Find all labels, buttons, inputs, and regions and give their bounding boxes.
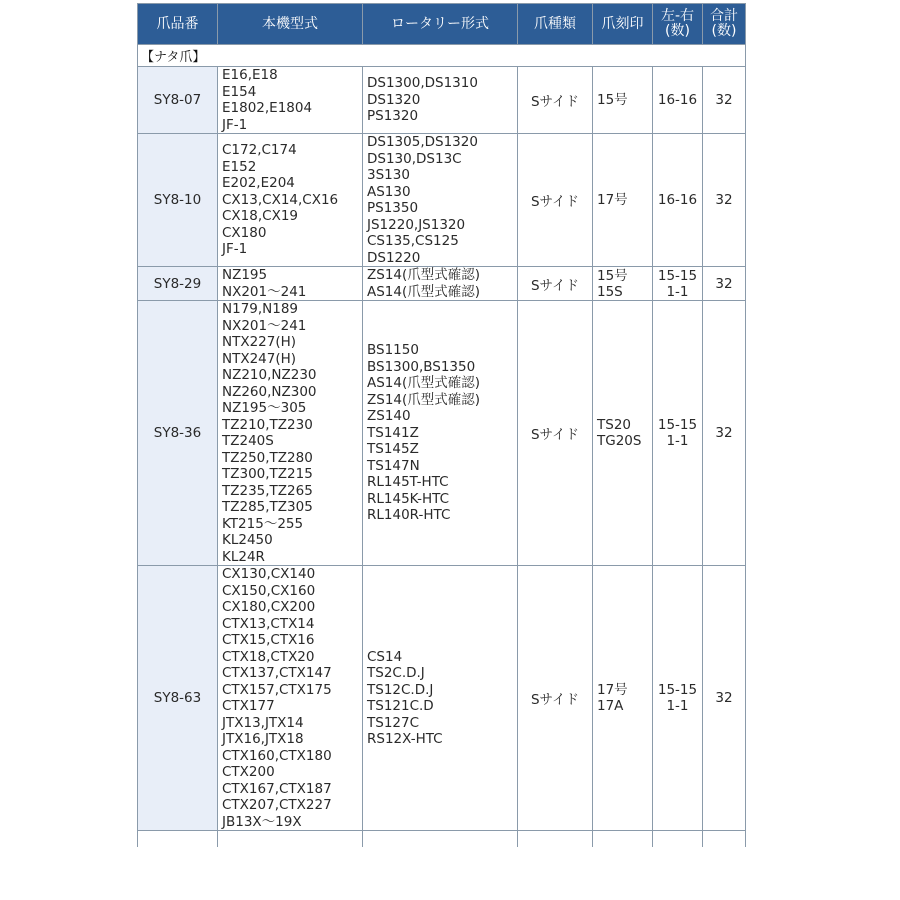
machine-model: E16,E18 [222, 67, 278, 83]
claw-spec-table [137, 3, 746, 847]
machine-model: CTX137,CTX147 [222, 665, 332, 681]
rotary-model: TS121C.D [367, 698, 434, 714]
rotary-model-cell [363, 134, 518, 267]
claw-mark-cell [593, 134, 653, 267]
left-right-count: 16-16 [657, 92, 698, 108]
rotary-model: ZS140 [367, 408, 411, 425]
rotary-model: DS1300,DS1310 [367, 75, 478, 92]
total-count-cell: 32 [703, 134, 746, 267]
left-right-count-cell [653, 566, 703, 831]
machine-model: E1802,E1804 [222, 100, 313, 116]
header-model: 本機型式 [218, 4, 363, 45]
total-count-cell: 32 [703, 67, 746, 134]
machine-model: KL24R [222, 548, 265, 565]
rotary-model-cell [363, 67, 518, 134]
claw-mark: TS20 [597, 417, 631, 433]
machine-model: NZ195～305 [222, 400, 307, 416]
machine-model: JTX16,JTX18 [222, 731, 304, 747]
claw-mark: 15号 [597, 267, 628, 284]
rotary-model: TS2C.D.J [367, 665, 425, 681]
claw-mark: TG20S [597, 433, 642, 449]
empty-cell [593, 831, 653, 848]
machine-model: E202,E204 [222, 175, 295, 192]
machine-model: CTX18,CTX20 [222, 648, 315, 665]
machine-model: CTX177 [222, 698, 275, 714]
empty-cell [363, 831, 518, 848]
header-left-right [653, 4, 703, 45]
left-right-count-cell [653, 67, 703, 134]
total-count-cell: 32 [703, 566, 746, 831]
table-row [138, 134, 746, 267]
claw-kind-cell: Sサイド [518, 267, 593, 301]
rotary-model: AS130 [367, 183, 411, 200]
machine-model: JB13X～19X [222, 813, 302, 830]
rotary-model: DS130,DS13C [367, 150, 462, 167]
machine-model: CTX15,CTX16 [222, 632, 315, 648]
claw-code-cell: SY8-07 [138, 67, 218, 134]
rotary-model: TS127C [367, 714, 420, 731]
rotary-model: RL145T-HTC [367, 474, 449, 491]
machine-model: CX150,CX160 [222, 582, 316, 599]
header-left-right-line2: (数) [665, 23, 690, 39]
claw-code-cell: SY8-63 [138, 566, 218, 831]
machine-model: NZ210,NZ230 [222, 367, 317, 383]
claw-mark: 17A [597, 698, 624, 714]
machine-model: NZ260,NZ300 [222, 383, 317, 400]
rotary-model: PS1350 [367, 200, 419, 216]
rotary-model: DS1220 [367, 249, 421, 266]
table-row [138, 566, 746, 831]
table-row-continued [138, 831, 746, 848]
machine-model: TZ235,TZ265 [222, 482, 313, 499]
rotary-model: TS145Z [367, 441, 419, 458]
rotary-model: CS14 [367, 648, 403, 665]
total-count-cell: 32 [703, 267, 746, 301]
claw-mark: 17号 [597, 192, 628, 208]
machine-model: CX180 [222, 224, 267, 241]
machine-model: CTX200 [222, 764, 275, 780]
machine-model: E152 [222, 158, 257, 175]
left-right-count-cell [653, 301, 703, 566]
rotary-model-cell [363, 301, 518, 566]
rotary-model: ZS14(爪型式確認) [367, 391, 481, 408]
header-total-line1: 合計 [710, 8, 738, 24]
machine-model: NTX247(H) [222, 350, 297, 367]
left-right-count: 15-15 [657, 417, 698, 433]
rotary-model: RL145K-HTC [367, 490, 450, 507]
header-kind: 爪種類 [518, 4, 593, 45]
total-count-cell: 32 [703, 301, 746, 566]
rotary-model: AS14(爪型式確認) [367, 283, 481, 300]
header-total-line2: (数) [711, 23, 737, 39]
rotary-model: TS147N [367, 457, 420, 474]
machine-model: TZ240S [222, 433, 274, 449]
claw-mark: 15S [597, 283, 623, 300]
machine-model: CX13,CX14,CX16 [222, 191, 339, 208]
table-body [138, 45, 746, 848]
machine-model: JF-1 [222, 241, 248, 258]
machine-model: NX201～241 [222, 283, 307, 300]
rotary-model: BS1300,BS1350 [367, 358, 476, 375]
machine-model: TZ300,TZ215 [222, 466, 313, 482]
machine-model: C172,C174 [222, 142, 297, 159]
machine-model: JTX13,JTX14 [222, 714, 304, 731]
header-code: 爪品番 [138, 4, 218, 45]
left-right-count: 1-1 [666, 433, 689, 449]
claw-code-cell: SY8-10 [138, 134, 218, 267]
machine-model: CTX13,CTX14 [222, 615, 315, 632]
rotary-model: DS1305,DS1320 [367, 134, 478, 150]
machine-model: CX180,CX200 [222, 599, 316, 615]
claw-code-cell: SY8-29 [138, 267, 218, 301]
machine-model: KT215～255 [222, 515, 304, 532]
rotary-model: PS1320 [367, 108, 419, 125]
claw-mark-cell [593, 301, 653, 566]
claw-mark: 15号 [597, 92, 628, 108]
claw-mark: 17号 [597, 682, 628, 698]
machine-model: CX130,CX140 [222, 566, 316, 582]
empty-cell [218, 831, 363, 848]
table-row [138, 67, 746, 134]
rotary-model: DS1320 [367, 91, 421, 108]
claw-kind-cell: Sサイド [518, 301, 593, 566]
header-row [138, 4, 746, 45]
rotary-model: RS12X-HTC [367, 731, 443, 747]
machine-model: CTX167,CTX187 [222, 780, 332, 797]
claw-mark-cell [593, 67, 653, 134]
machine-model: E154 [222, 83, 257, 100]
machine-model: TZ210,TZ230 [222, 416, 313, 433]
claw-mark-cell [593, 566, 653, 831]
header-total [703, 4, 746, 45]
machine-model: KL2450 [222, 532, 273, 548]
table-row [138, 301, 746, 566]
left-right-count-cell [653, 134, 703, 267]
machine-model: TZ250,TZ280 [222, 449, 313, 466]
rotary-model-cell [363, 267, 518, 301]
left-right-count: 1-1 [666, 698, 689, 714]
rotary-model: AS14(爪型式確認) [367, 375, 481, 392]
category-row [138, 45, 746, 67]
empty-cell [653, 831, 703, 848]
machine-model-cell [218, 301, 363, 566]
machine-model: NTX227(H) [222, 334, 297, 350]
claw-kind-cell: Sサイド [518, 134, 593, 267]
rotary-model: RL140R-HTC [367, 507, 451, 524]
machine-model: CTX207,CTX227 [222, 797, 332, 813]
rotary-model: JS1220,JS1320 [367, 216, 466, 233]
machine-model-cell [218, 134, 363, 267]
left-right-count: 16-16 [657, 192, 698, 208]
header-mark: 爪刻印 [593, 4, 653, 45]
machine-model: JF-1 [222, 116, 248, 133]
left-right-count: 15-15 [657, 682, 698, 698]
machine-model: CX18,CX19 [222, 208, 298, 225]
rotary-model: TS12C.D.J [367, 681, 434, 698]
rotary-model: ZS14(爪型式確認) [367, 267, 481, 283]
left-right-count: 15-15 [657, 267, 698, 284]
rotary-model: 3S130 [367, 167, 410, 183]
left-right-count: 1-1 [666, 283, 689, 300]
rotary-model: CS135,CS125 [367, 233, 459, 249]
machine-model-cell [218, 267, 363, 301]
header-rotary: ロータリー形式 [363, 4, 518, 45]
rotary-model: BS1150 [367, 342, 419, 359]
machine-model: NX201～241 [222, 317, 307, 334]
machine-model: NZ195 [222, 267, 268, 283]
empty-cell [703, 831, 746, 848]
category-label: 【ナタ爪】 [138, 45, 746, 67]
rotary-model: TS141Z [367, 424, 419, 441]
left-right-count-cell [653, 267, 703, 301]
claw-kind-cell: Sサイド [518, 67, 593, 134]
machine-model: CTX157,CTX175 [222, 681, 332, 698]
empty-cell [518, 831, 593, 848]
machine-model-cell [218, 566, 363, 831]
claw-code-cell: SY8-36 [138, 301, 218, 566]
claw-mark-cell [593, 267, 653, 301]
machine-model: TZ285,TZ305 [222, 499, 313, 515]
machine-model: CTX160,CTX180 [222, 747, 332, 764]
machine-model-cell [218, 67, 363, 134]
rotary-model-cell [363, 566, 518, 831]
table-row [138, 267, 746, 301]
header-left-right-line1: 左-右 [660, 8, 695, 24]
claw-kind-cell: Sサイド [518, 566, 593, 831]
machine-model: N179,N189 [222, 301, 299, 317]
empty-cell [138, 831, 218, 848]
